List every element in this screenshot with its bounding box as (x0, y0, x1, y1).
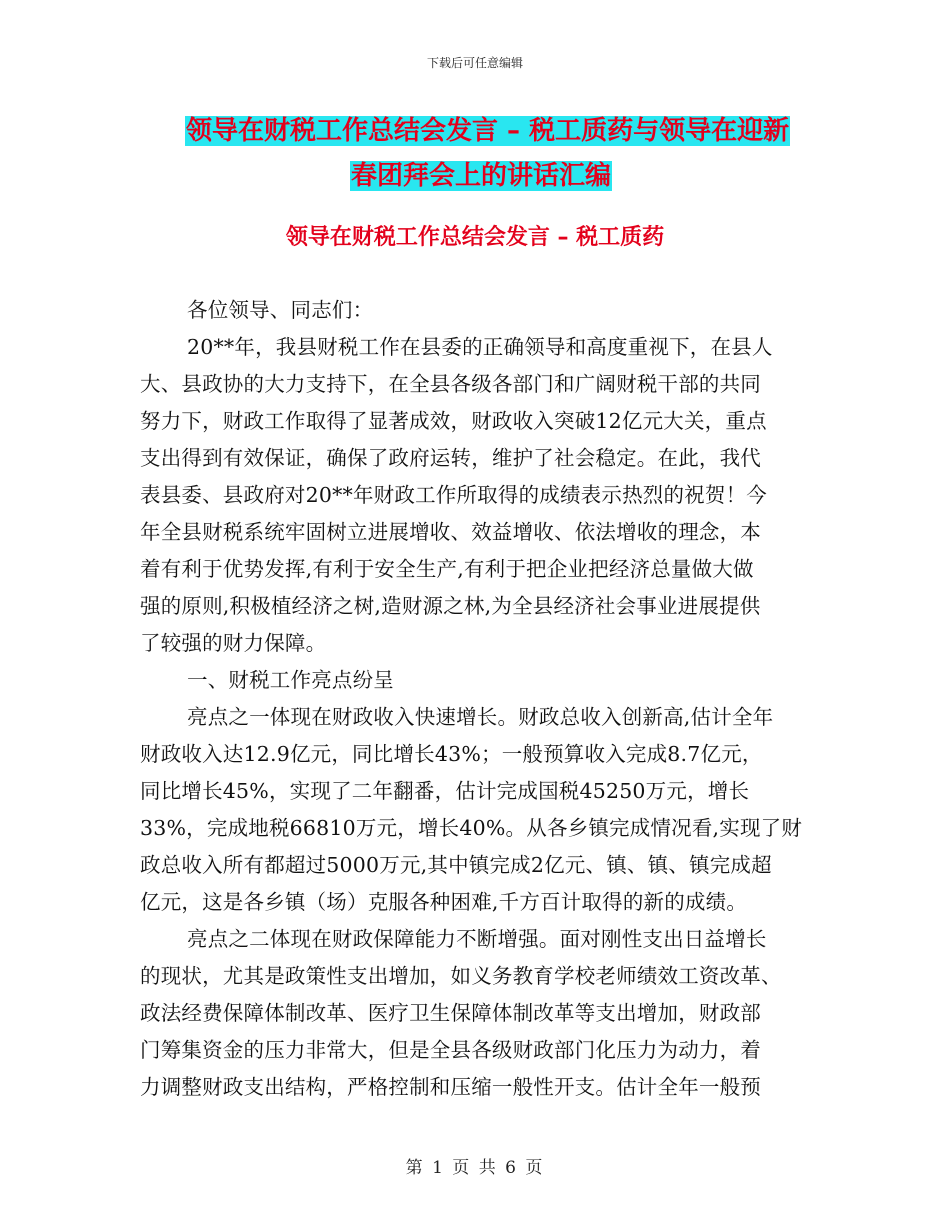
text-line: 支出得到有效保证，确保了政府运转，维护了社会稳定。在此，我代 (140, 446, 761, 470)
paragraph-2 (140, 699, 820, 921)
text-line: 财政收入达12.9亿元，同比增长43%；一般预算收入完成8.7亿元， (140, 742, 763, 766)
heading-1 (140, 662, 820, 699)
document-title-line-2: 春团拜会上的讲话汇编 (351, 161, 612, 191)
section-title: 领导在财税工作总结会发言 – 税工质药 (285, 225, 665, 250)
text-line: 的现状，尤其是政策性支出增加，如义务教育学校老师绩效工资改革、 (140, 964, 782, 988)
text-line: 亮点之一体现在财政收入快速增长。财政总收入创新高,估计全年 (187, 705, 774, 729)
text-line: 亮点之二体现在财政保障能力不断增强。面对刚性支出日益增长 (187, 927, 767, 951)
text-line: 年全县财税系统牢固树立进展增收、效益增收、依法增收的理念，本 (140, 520, 761, 544)
text-line: 表县委、县政府对20**年财政工作所取得的成绩表示热烈的祝贺！今 (140, 483, 767, 507)
text-line: 20**年，我县财税工作在县委的正确领导和高度重视下，在县人 (187, 335, 773, 359)
text-line: 政法经费保障体制改革、医疗卫生保障体制改革等支出增加，财政部 (140, 1001, 761, 1025)
text-line: 了较强的财力保障。 (140, 631, 327, 655)
paragraph-1 (140, 329, 820, 662)
paragraph-3 (140, 921, 820, 1106)
text-line: 着有利于优势发挥,有利于安全生产,有利于把企业把经济总量做大做 (140, 557, 754, 581)
salutation (140, 292, 820, 329)
text-line: 各位领导、同志们： (187, 298, 374, 322)
text-line: 强的原则,积极植经济之树,造财源之林,为全县经济社会事业进展提供 (140, 594, 761, 618)
text-line: 一、财税工作亮点纷呈 (187, 668, 394, 692)
text-line: 同比增长45%，实现了二年翻番，估计完成国税45250万元，增长 (140, 779, 750, 803)
text-line: 亿元，这是各乡镇（场）克服各种困难,千方百计取得的新的成绩。 (140, 890, 748, 914)
header-note: 下载后可任意编辑 (426, 56, 523, 70)
text-line: 门筹集资金的压力非常大，但是全县各级财政部门化压力为动力，着 (140, 1038, 761, 1062)
text-line: 政总收入所有都超过5000万元,其中镇完成2亿元、镇、镇、镇完成超 (140, 853, 772, 877)
text-line: 大、县政协的大力支持下，在全县各级各部门和广阔财税干部的共同 (140, 372, 761, 396)
page-number: 第 1 页 共 6 页 (405, 1158, 545, 1178)
text-line: 努力下，财政工作取得了显著成效，财政收入突破12亿元大关，重点 (140, 409, 767, 433)
document-title-line-1: 领导在财税工作总结会发言 – 税工质药与领导在迎新 (186, 116, 790, 146)
text-line: 33%，完成地税66810万元，增长40%。从各乡镇完成情况看,实现了财 (140, 816, 803, 840)
text-line: 力调整财政支出结构，严格控制和压缩一般性开支。估计全年一般预 (140, 1075, 761, 1099)
